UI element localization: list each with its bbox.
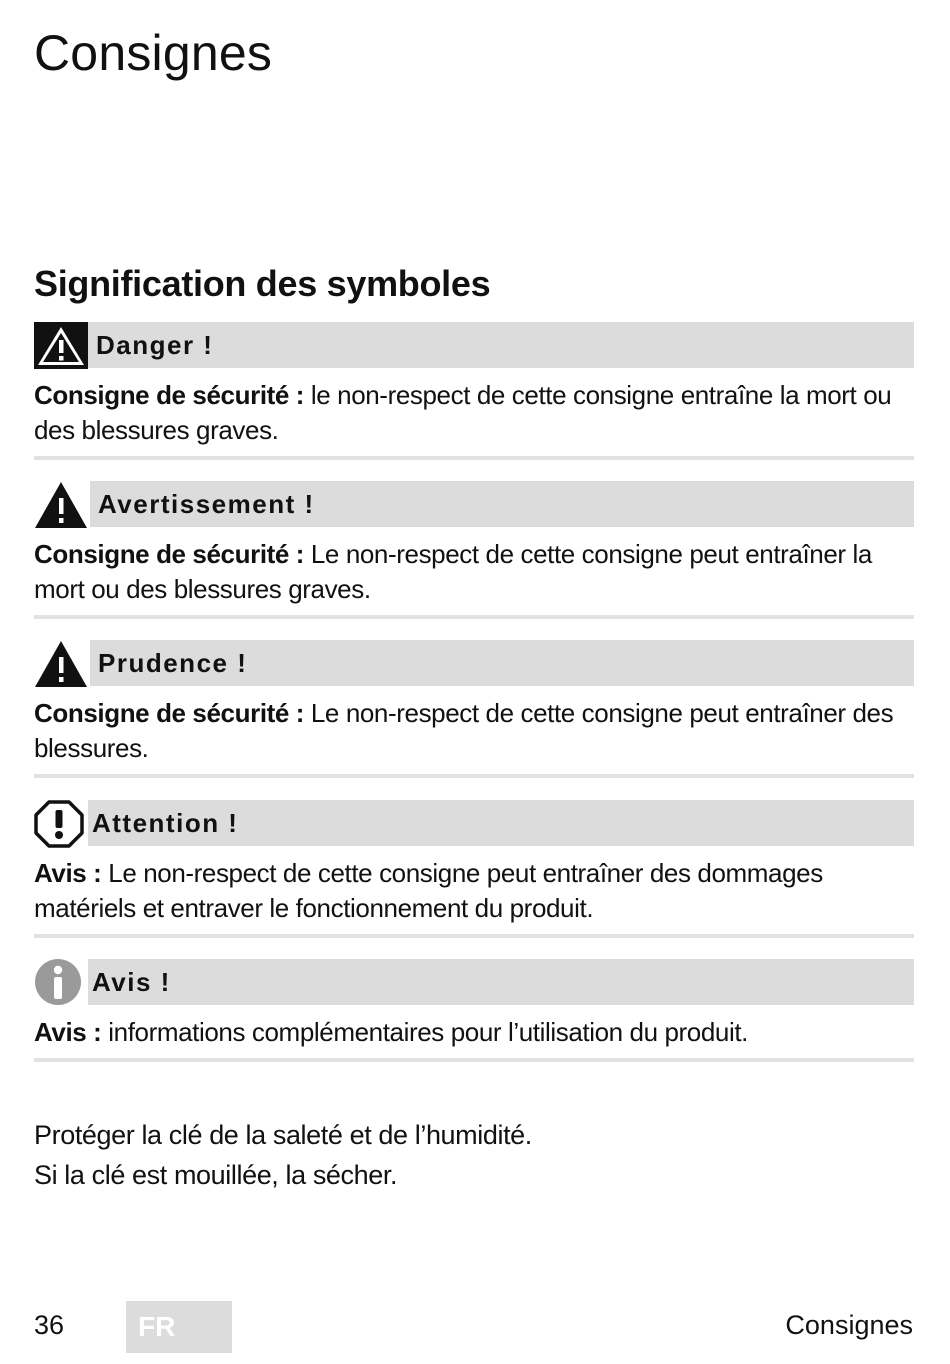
symbol-label: Avis ! [92,966,171,997]
caution-triangle-icon [34,640,88,693]
symbol-description [34,1015,914,1062]
symbol-description [34,378,914,460]
description-text: Le non-respect de cette consigne peut entraîner la mort ou des blessures graves. [34,539,872,604]
description-lead: Consigne de sécurité : [34,539,305,569]
symbol-description [34,537,914,619]
symbol-label-bar [88,322,914,368]
footer-section-title: Consignes [785,1310,913,1340]
warning-triangle-icon [34,481,88,534]
symbol-label: Prudence ! [98,647,248,678]
footer-language-tab [126,1301,232,1353]
symbol-label-bar [90,640,914,686]
symbol-label-bar [88,800,914,846]
care-instruction-dirt: Protéger la clé de la saleté et de l’humidité. [34,1120,532,1150]
footer-language-label: FR [138,1311,176,1342]
description-text: Le non-respect de cette consigne peut entraîner des blessures. [34,698,894,763]
description-text: Le non-respect de cette consigne peut entraîner des dommages matériels et entraver le fonctionnement du produit. [34,858,823,923]
care-instruction-wet: Si la clé est mouillée, la sécher. [34,1160,398,1190]
symbol-description [34,696,914,778]
description-lead: Avis : [34,858,102,888]
symbol-label: Attention ! [92,807,239,838]
description-lead: Consigne de sécurité : [34,698,305,728]
info-circle-icon [34,959,84,1012]
danger-warning-triangle-icon [34,322,88,375]
symbol-label: Danger ! [96,329,214,360]
symbol-entry-avertissement [34,481,914,619]
description-lead: Consigne de sécurité : [34,380,305,410]
symbol-label: Avertissement ! [98,488,315,519]
symbol-entry-prudence [34,640,914,778]
symbol-label-bar [90,481,914,527]
description-lead: Avis : [34,1017,102,1047]
section-heading: Signification des symboles [34,263,491,304]
symbol-label-bar [88,959,914,1005]
page-title: Consignes [34,25,273,81]
symbol-entry-avis [34,959,914,1062]
footer-page-number: 36 [34,1310,65,1340]
symbol-entry-danger [34,322,914,460]
symbol-description [34,856,914,938]
symbol-entry-attention [34,800,914,938]
attention-octagon-icon [34,800,84,853]
description-text: le non-respect de cette consigne entraîne la mort ou des blessures graves. [34,380,892,445]
description-text: informations complémentaires pour l’utilisation du produit. [101,1017,748,1047]
